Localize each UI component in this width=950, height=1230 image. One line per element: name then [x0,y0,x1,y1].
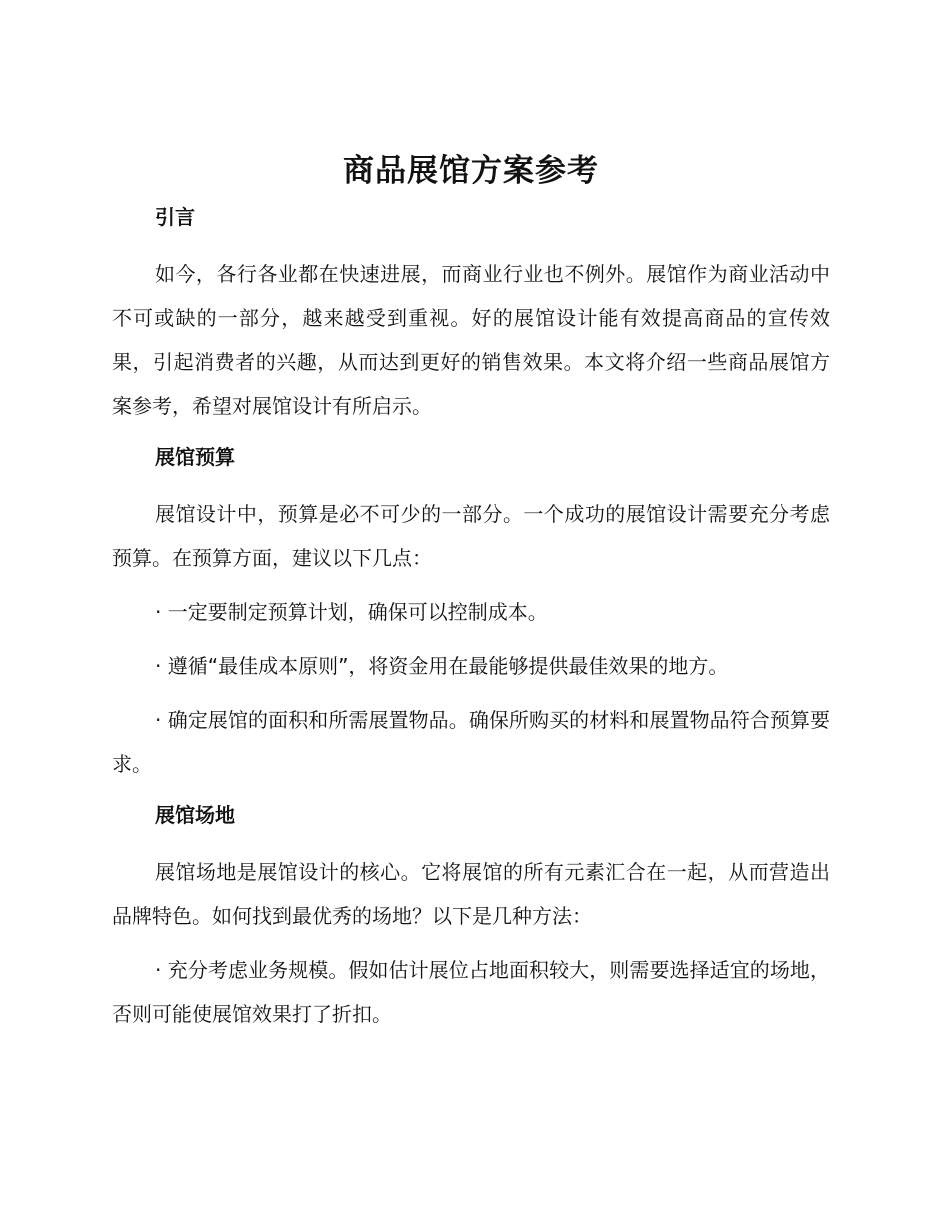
bullet-item: · 遵循“最佳成本原则”，将资金用在最能够提供最佳效果的地方。 [155,654,729,678]
document-page [112,148,830,1036]
paragraph: 展馆场地是展馆设计的核心。它将展馆的所有元素汇合在一起，从而营造出品牌特色。如何找到最优秀的场地？以下是几种方法： [112,860,830,928]
paragraph: 展馆设计中，预算是必不可少的一部分。一个成功的展馆设计需要充分考虑预算。在预算方面，建议以下几点： [112,502,830,570]
section-heading: 展馆预算 [155,445,235,469]
document-title: 商品展馆方案参考 [343,153,599,189]
section-heading: 展馆场地 [155,803,235,827]
section-heading: 引言 [155,205,195,229]
section-budget [112,442,830,786]
section-introduction [112,202,830,428]
bullet-item: · 一定要制定预算计划，确保可以控制成本。 [155,600,548,624]
bullet-item: · 充分考虑业务规模。假如估计展位占地面积较大，则需要选择适宜的场地，否则可能使展馆效果打了折扣。 [112,958,830,1026]
bullet-item: · 确定展馆的面积和所需展置物品。确保所购买的材料和展置物品符合预算要求。 [112,708,830,776]
paragraph: 如今，各行各业都在快速进展，而商业行业也不例外。展馆作为商业活动中不可或缺的一部分，越来越受到重视。好的展馆设计能有效提高商品的宣传效果，引起消费者的兴趣，从而达到更好的销售效果。本文将介绍一些商品展馆方案参考，希望对展馆设计有所启示。 [112,262,830,418]
section-venue [112,800,830,1036]
